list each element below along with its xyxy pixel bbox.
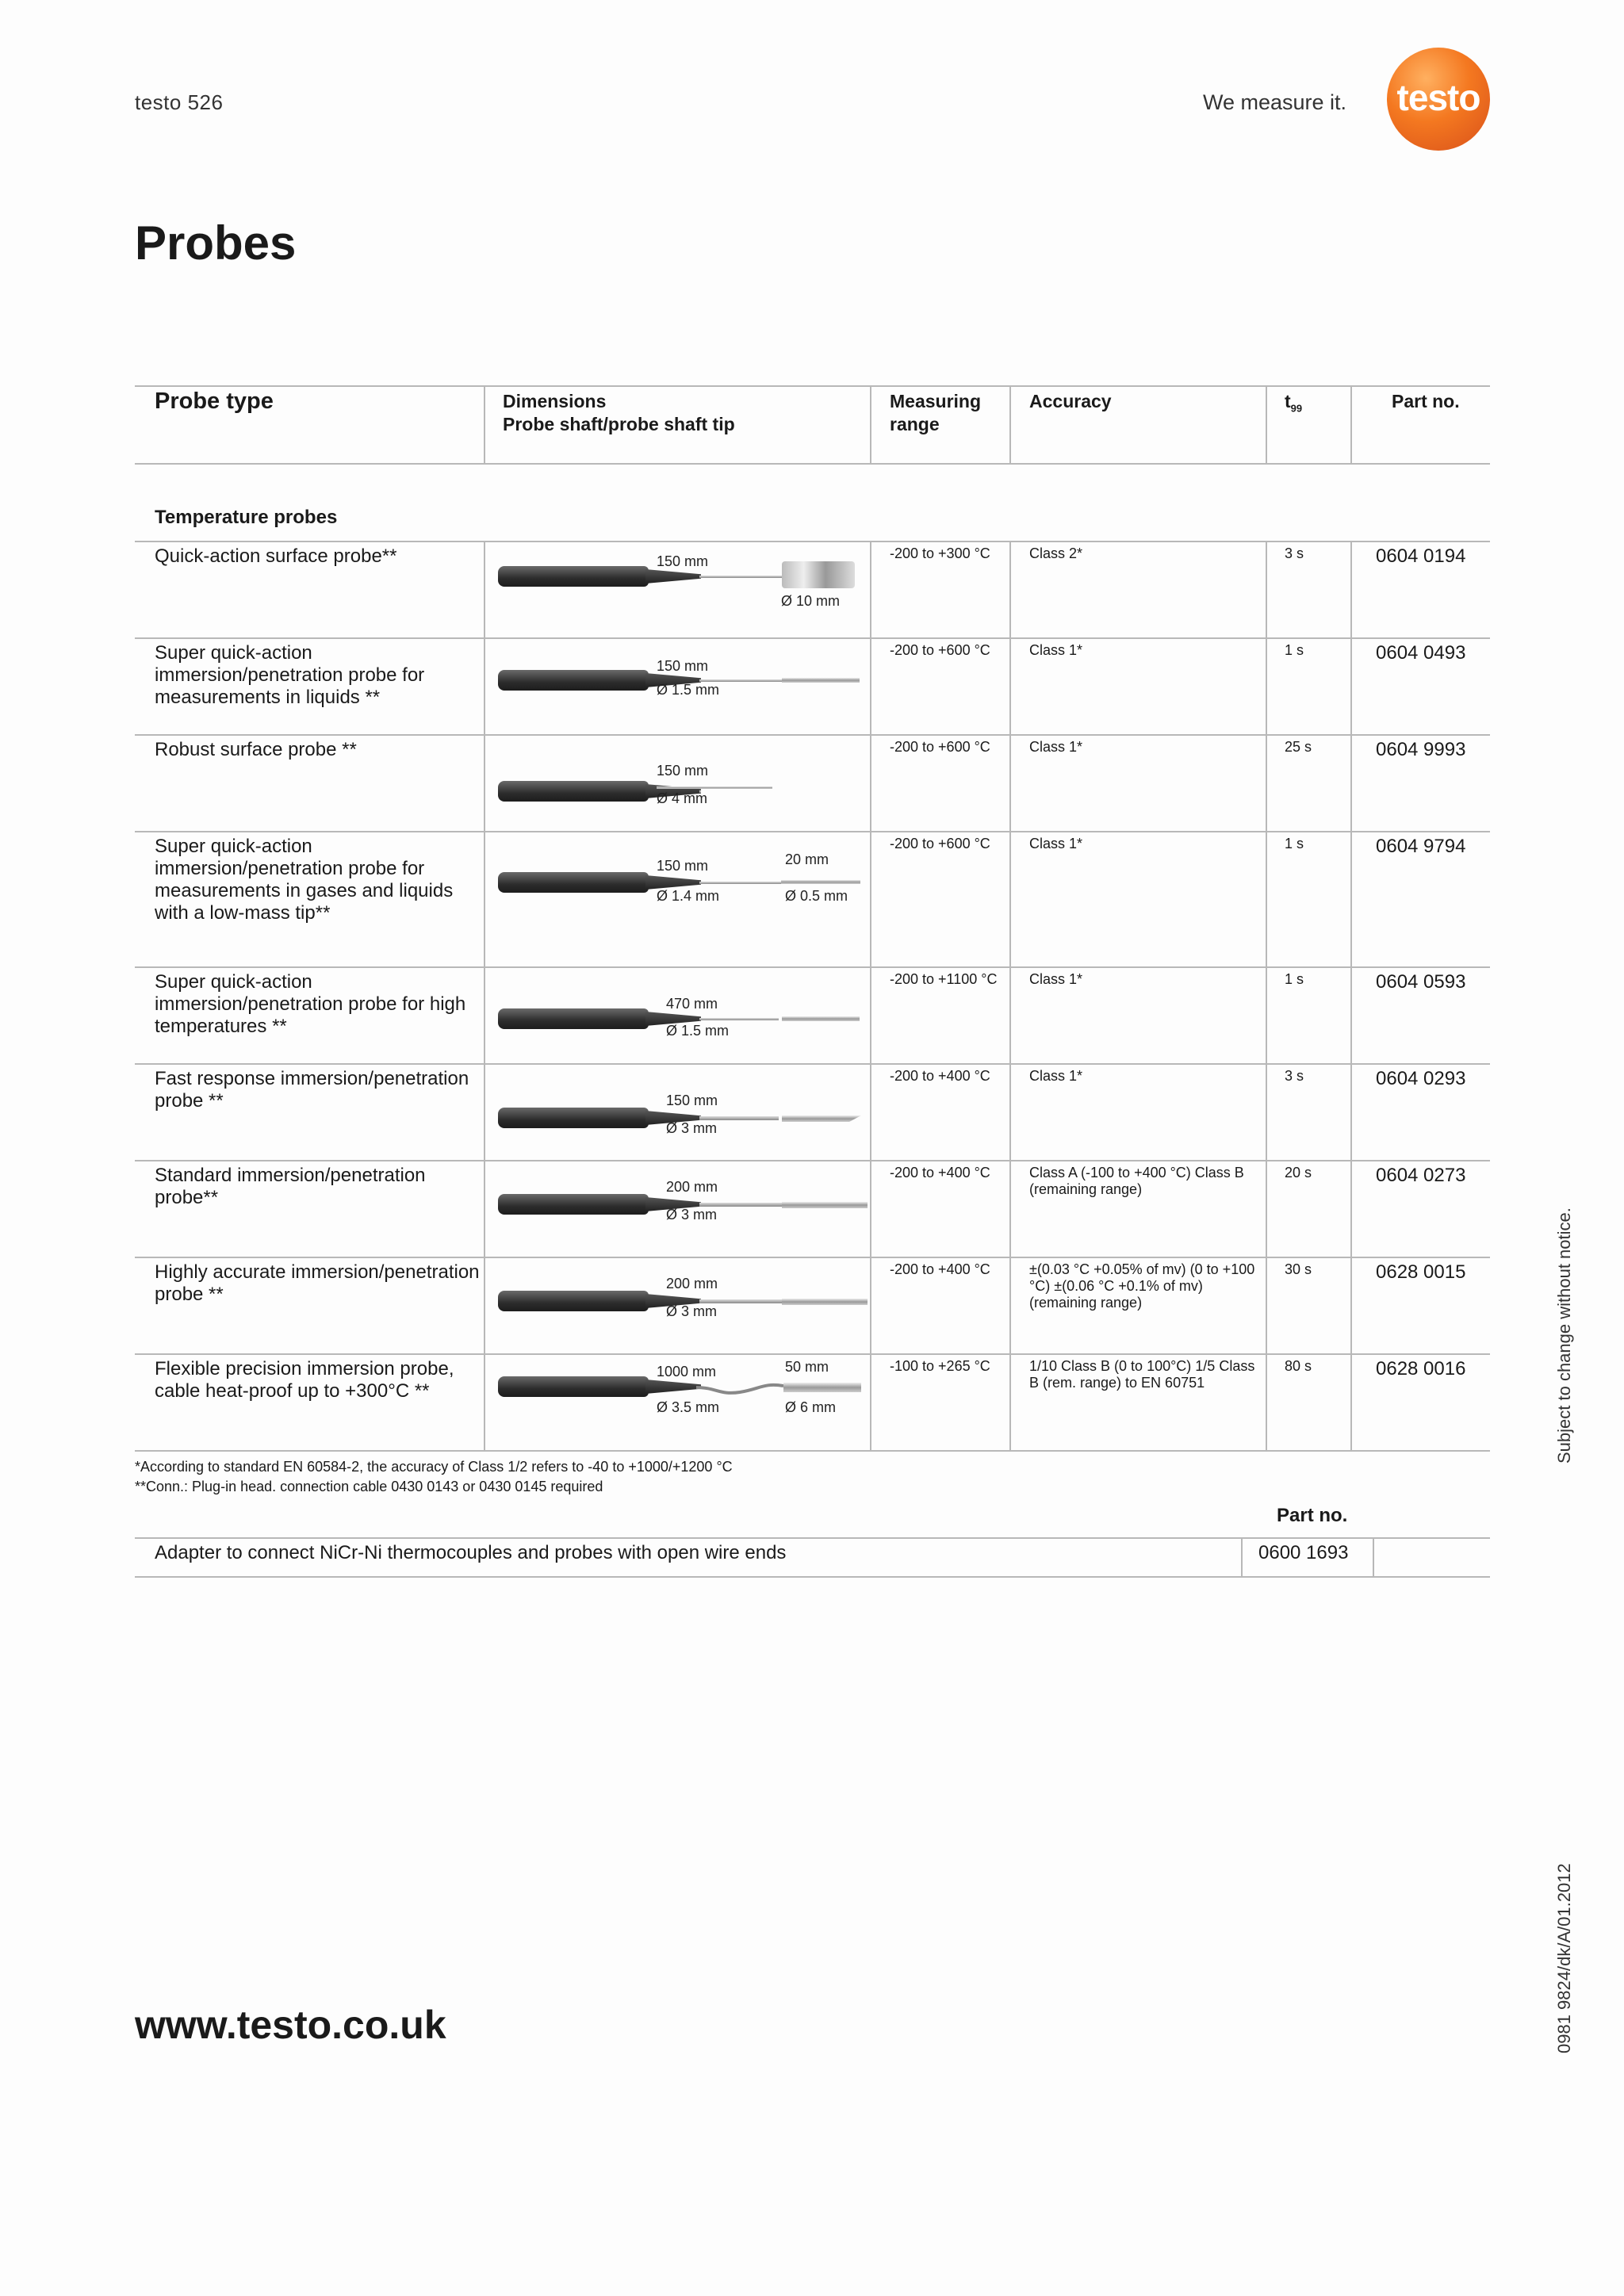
row-border [135, 1257, 1490, 1258]
probe-name: Standard immersion/penetration probe** [155, 1165, 426, 1208]
col-measuring-sub: range [890, 414, 940, 434]
measuring-range: -200 to +600 °C [890, 739, 990, 755]
footnotes [135, 1457, 733, 1497]
measuring-range: -200 to +600 °C [890, 836, 990, 851]
flexible-cable [696, 1378, 783, 1397]
shaft-diameter: Ø 3 mm [666, 1303, 718, 1319]
shaft-line [657, 786, 772, 789]
row-border [135, 1160, 1490, 1161]
shaft-diameter: Ø 1.4 mm [657, 888, 720, 904]
row-border [135, 966, 1490, 968]
shaft-diameter: Ø 1.5 mm [657, 682, 720, 698]
accuracy: Class 1* [1029, 836, 1083, 851]
adapter-part-number: 0600 1693 [1258, 1542, 1349, 1563]
part-number: 0604 0194 [1376, 545, 1466, 567]
part-number: 0604 0593 [1376, 971, 1466, 993]
probe-name: Super quick-action immersion/penetration probe for measurements in liquids ** [155, 642, 425, 708]
t99-value: 20 s [1285, 1165, 1312, 1181]
probe-name: Super quick-action immersion/penetration probe for high temperatures ** [155, 971, 466, 1037]
shaft-length: 470 mm [666, 996, 718, 1012]
shaft-length: 200 mm [666, 1179, 718, 1195]
col-separator [484, 385, 485, 465]
t99-value: 25 s [1285, 739, 1312, 755]
row-border [135, 1353, 1490, 1355]
part-number: 0628 0016 [1376, 1358, 1466, 1380]
part-number: 0604 0493 [1376, 642, 1466, 664]
tip-length: 50 mm [785, 1359, 829, 1375]
row-border [135, 541, 1490, 542]
t99-value: 3 s [1285, 545, 1304, 561]
part-number: 0604 0273 [1376, 1165, 1466, 1186]
table-bottom-border [135, 1450, 1490, 1452]
col-part-no: Part no. [1392, 391, 1460, 411]
col-separator [870, 385, 871, 465]
col-separator [1350, 385, 1352, 465]
probe-name: Super quick-action immersion/penetration probe for measurements in gases and liquids with a low-mass tip** [155, 836, 454, 924]
col-separator [1009, 541, 1011, 1451]
col-t99 [1285, 390, 1302, 420]
t99-value: 1 s [1285, 642, 1304, 658]
measuring-range: -200 to +300 °C [890, 545, 990, 561]
part-number: 0628 0015 [1376, 1261, 1466, 1283]
accuracy: Class 1* [1029, 642, 1083, 658]
measuring-range: -200 to +600 °C [890, 642, 990, 658]
shaft-length: 200 mm [666, 1276, 718, 1292]
section-label: Temperature probes [155, 507, 338, 528]
shaft-length: 1000 mm [657, 1364, 717, 1380]
probe-name: Highly accurate immersion/penetration probe ** [155, 1261, 480, 1305]
accuracy: Class A (-100 to +400 °C) Class B (remaining range) [1029, 1165, 1244, 1197]
tip-diameter: Ø 10 mm [781, 593, 841, 609]
footnote-1: *According to standard EN 60584-2, the accuracy of Class 1/2 refers to -40 to +1000/+1200 °C [135, 1459, 733, 1475]
page-title: Probes [135, 216, 297, 270]
shaft-length: 150 mm [666, 1093, 718, 1108]
shaft-diameter: Ø 4 mm [657, 790, 708, 806]
part-number: 0604 9993 [1376, 739, 1466, 760]
accuracy: 1/10 Class B (0 to 100°C) 1/5 Class B (rem. range) to EN 60751 [1029, 1358, 1255, 1391]
accuracy: Class 1* [1029, 739, 1083, 755]
shaft-diameter: Ø 3 mm [666, 1120, 718, 1136]
tip-length: 20 mm [785, 851, 829, 867]
probe-name: Quick-action surface probe** [155, 545, 397, 567]
measuring-range: -200 to +1100 °C [890, 971, 998, 987]
accuracy: ±(0.03 °C +0.05% of mv) (0 to +100 °C) ±(0.06 °C +0.1% of mv) (remaining range) [1029, 1261, 1255, 1311]
col-measuring-title: Measuring [890, 391, 982, 411]
measuring-range: -200 to +400 °C [890, 1165, 990, 1181]
t99-value: 3 s [1285, 1068, 1304, 1084]
tip-diameter: Ø 6 mm [785, 1399, 837, 1415]
part-number: 0604 9794 [1376, 836, 1466, 857]
accuracy: Class 2* [1029, 545, 1083, 561]
adapter-top-border [135, 1537, 1490, 1539]
shaft-length: 150 mm [657, 763, 709, 779]
row-border [135, 831, 1490, 832]
website-url: www.testo.co.uk [135, 2003, 446, 2047]
accuracy: Class 1* [1029, 971, 1083, 987]
shaft-diameter: Ø 1.5 mm [666, 1023, 730, 1039]
adapter-description: Adapter to connect NiCr-Ni thermocouples and probes with open wire ends [155, 1542, 787, 1563]
document-title: testo 526 [135, 90, 224, 114]
col-separator [1350, 541, 1352, 1451]
col-t99-sub: 99 [1290, 402, 1303, 415]
col-dimensions-title: Dimensions [503, 391, 607, 411]
col-probe-type: Probe type [155, 388, 274, 414]
probe-name: Robust surface probe ** [155, 739, 357, 760]
shaft-diameter: Ø 3.5 mm [657, 1399, 720, 1415]
table-header-border [135, 463, 1490, 465]
shaft-length: 150 mm [657, 658, 709, 674]
tip-diameter: Ø 0.5 mm [785, 888, 848, 904]
t99-value: 1 s [1285, 836, 1304, 851]
logo-text: testo [1396, 77, 1480, 118]
shaft-length: 150 mm [657, 858, 709, 874]
t99-value: 1 s [1285, 971, 1304, 987]
side-notice: Subject to change without notice. [1554, 1207, 1574, 1464]
part-number: 0604 0293 [1376, 1068, 1466, 1089]
col-t99-main: t [1285, 391, 1291, 411]
testo-logo [1387, 48, 1490, 151]
col-separator [1373, 1537, 1374, 1577]
col-dimensions [503, 390, 735, 436]
col-separator [1009, 385, 1011, 465]
row-border [135, 734, 1490, 736]
col-dimensions-sub: Probe shaft/probe shaft tip [503, 414, 735, 434]
col-measuring-range [890, 390, 981, 436]
table-top-border [135, 385, 1490, 387]
measuring-range: -100 to +265 °C [890, 1358, 990, 1374]
row-border [135, 1063, 1490, 1065]
accuracy: Class 1* [1029, 1068, 1083, 1084]
shaft-diameter: Ø 3 mm [666, 1207, 718, 1223]
t99-value: 80 s [1285, 1358, 1312, 1374]
adapter-bottom-border [135, 1576, 1490, 1578]
tagline: We measure it. [1203, 90, 1347, 114]
measuring-range: -200 to +400 °C [890, 1068, 990, 1084]
col-separator [870, 541, 871, 1451]
probe-name: Flexible precision immersion probe, cable heat-proof up to +300°C ** [155, 1358, 454, 1402]
t99-value: 30 s [1285, 1261, 1312, 1277]
col-accuracy: Accuracy [1029, 391, 1112, 411]
col-separator [1266, 541, 1267, 1451]
footnote-2: **Conn.: Plug-in head. connection cable 0430 0143 or 0430 0145 required [135, 1479, 603, 1494]
document-code: 0981 9824/dk/A/01.2012 [1554, 1863, 1574, 2053]
col-separator [1266, 385, 1267, 465]
row-border [135, 637, 1490, 639]
col-separator [1241, 1537, 1243, 1577]
probe-name: Fast response immersion/penetration probe ** [155, 1068, 469, 1112]
adapter-part-header: Part no. [1277, 1505, 1348, 1526]
shaft-length: 150 mm [657, 553, 709, 569]
measuring-range: -200 to +400 °C [890, 1261, 990, 1277]
